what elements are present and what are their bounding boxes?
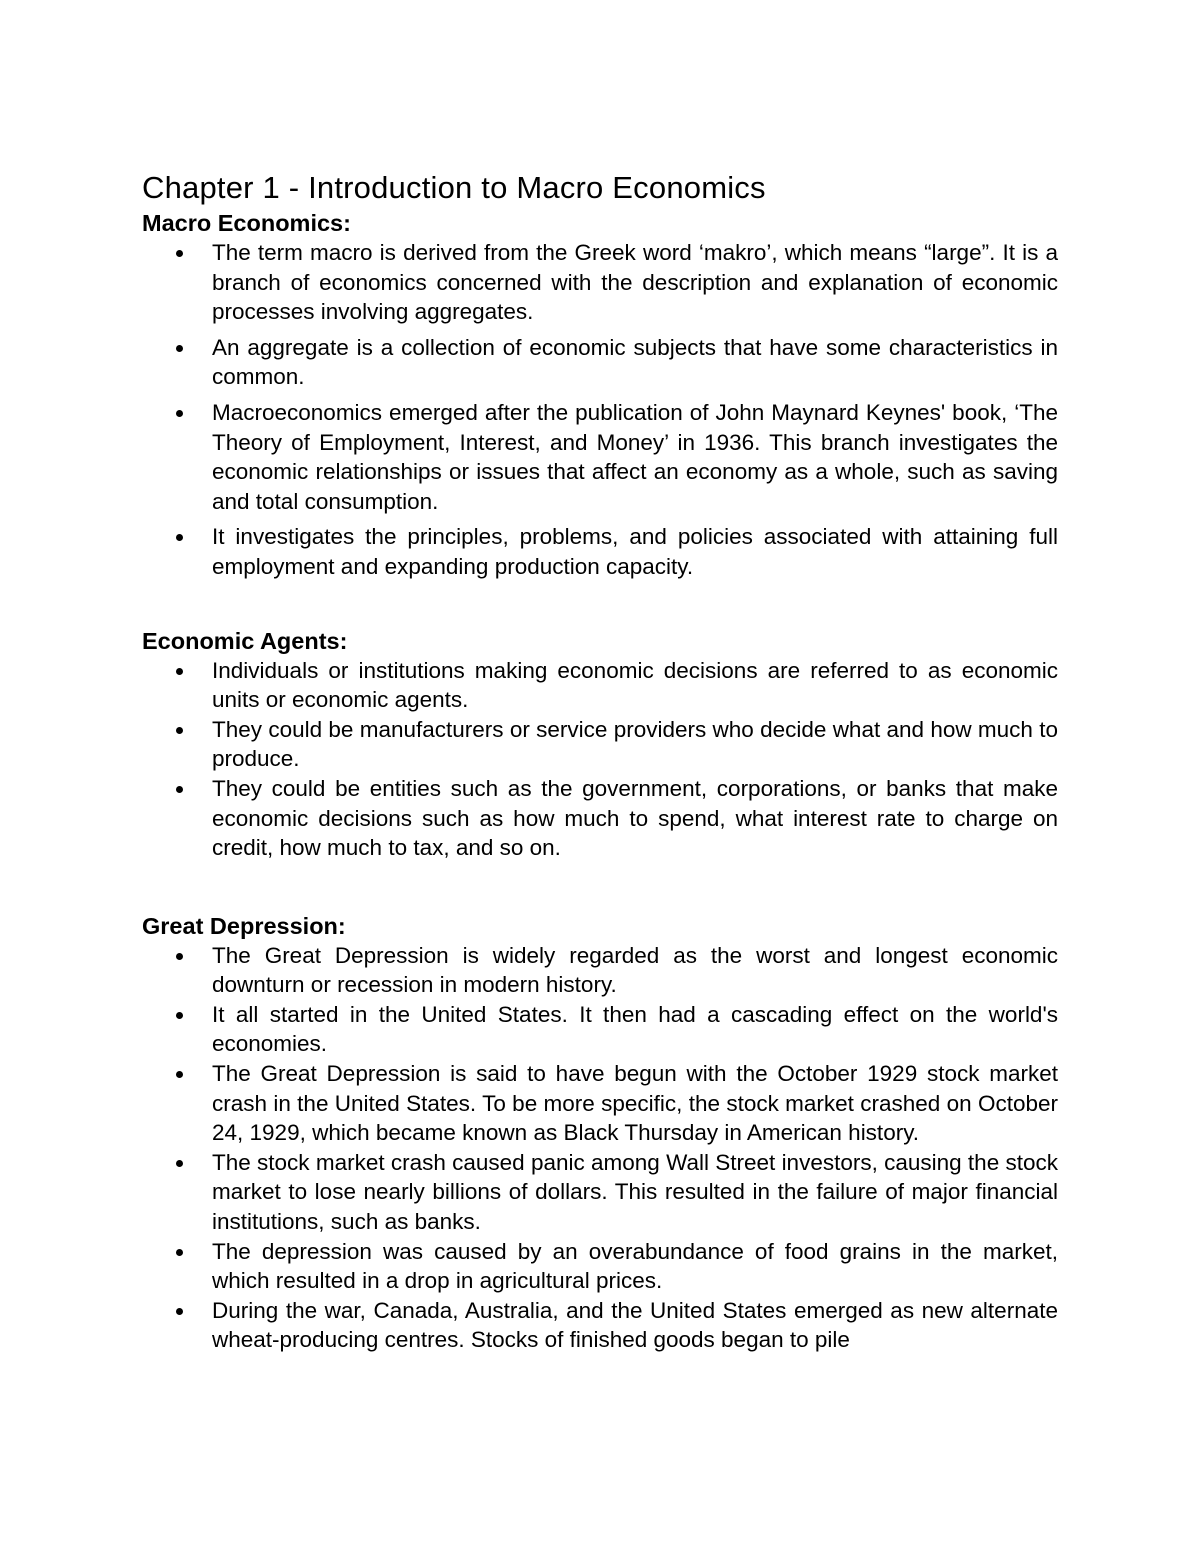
section-spacer — [142, 588, 1058, 626]
list-item: They could be manufacturers or service providers who decide what and how much to produce. — [142, 715, 1058, 774]
document-page — [142, 168, 1058, 1355]
bullet-list-great-depression — [142, 941, 1058, 1355]
list-item: Individuals or institutions making economic decisions are referred to as economic units or economic agents. — [142, 656, 1058, 715]
bullet-list-economic-agents — [142, 656, 1058, 863]
list-item: Macroeconomics emerged after the publication of John Maynard Keynes' book, ‘The Theory of Employment, Interest, and Money’ in 1936. This branch investigates the economic relationships or issues that affect an economy as a whole, such as saving and total consumption. — [142, 398, 1058, 516]
list-item: The Great Depression is widely regarded as the worst and longest economic downturn or recession in modern history. — [142, 941, 1058, 1000]
list-item: The depression was caused by an overabundance of food grains in the market, which resulted in a drop in agricultural prices. — [142, 1237, 1058, 1296]
section-heading-macro-economics: Macro Economics: — [142, 210, 351, 236]
section-heading-economic-agents: Economic Agents: — [142, 627, 348, 654]
list-item: The Great Depression is said to have begun with the October 1929 stock market crash in the United States. To be more specific, the stock market crashed on October 24, 1929, which became known as Black Thursday in American history. — [142, 1059, 1058, 1148]
bullet-list-macro-economics — [142, 238, 1058, 582]
chapter-title: Chapter 1 - Introduction to Macro Economics — [142, 170, 766, 205]
list-item: They could be entities such as the government, corporations, or banks that make economic decisions such as how much to spend, what interest rate to charge on credit, how much to tax, and so on. — [142, 774, 1058, 863]
list-item: It investigates the principles, problems, and policies associated with attaining full employment and expanding production capacity. — [142, 522, 1058, 581]
list-item: It all started in the United States. It then had a cascading effect on the world's economies. — [142, 1000, 1058, 1059]
list-item: The stock market crash caused panic among Wall Street investors, causing the stock market to lose nearly billions of dollars. This resulted in the failure of major financial institutions, such as banks. — [142, 1148, 1058, 1237]
list-item: An aggregate is a collection of economic subjects that have some characteristics in common. — [142, 333, 1058, 392]
section-spacer — [142, 863, 1058, 911]
list-item: The term macro is derived from the Greek word ‘makro’, which means “large”. It is a branch of economics concerned with the description and explanation of economic processes involving aggregates. — [142, 238, 1058, 327]
section-heading-great-depression: Great Depression: — [142, 912, 346, 939]
list-item: During the war, Canada, Australia, and the United States emerged as new alternate wheat-producing centres. Stocks of finished goods began to pile — [142, 1296, 1058, 1355]
